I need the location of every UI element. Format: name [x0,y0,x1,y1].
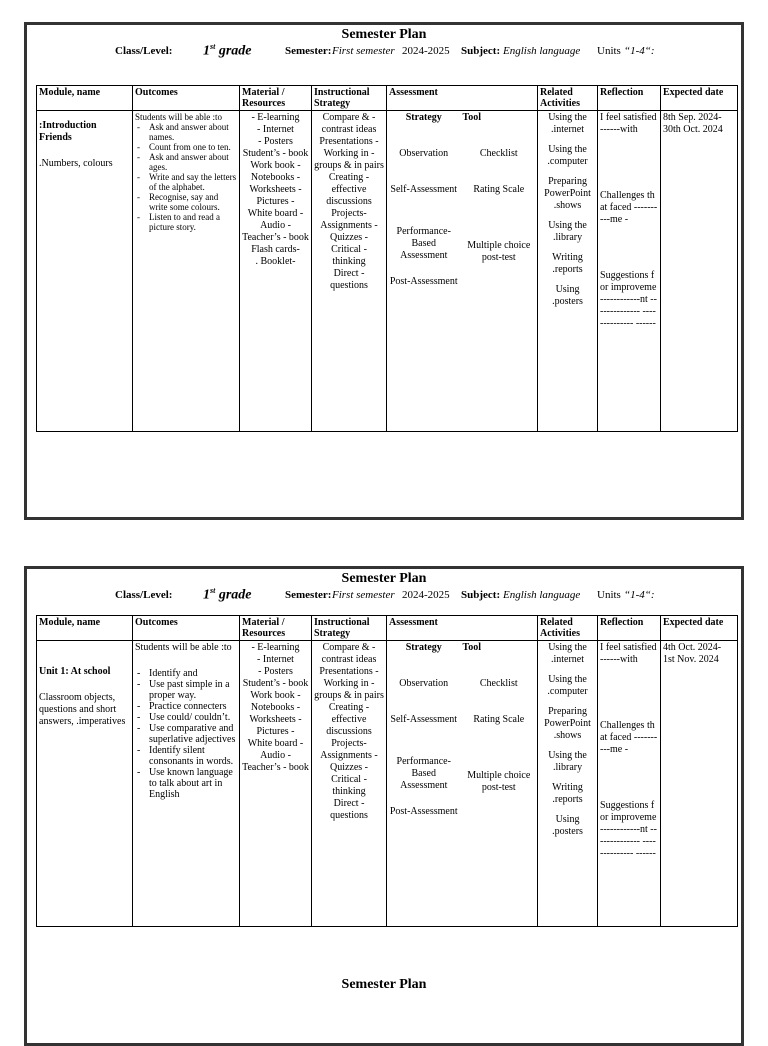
list-item: - Posters [258,666,293,677]
list-item: Assignments - [320,220,378,231]
grade-word: grade [218,587,252,603]
outcomes-intro: Students will be able :to [135,112,222,122]
col-assessment: Assessment [387,616,538,641]
list-item: Observation [399,148,449,159]
col-reflection: Reflection [598,86,661,111]
semester-value: First semester [332,589,395,601]
col-related: Related Activities [538,616,598,641]
page-title: Semester Plan [341,571,427,586]
list-item: Working in - groups & in pairs [314,148,384,171]
list-item: Using the .computer [547,674,588,697]
semester-label: Semester: [285,589,332,601]
date-start: 8th Sep. 2024- [663,112,722,123]
list-item: Multiple choice post-test [467,240,531,263]
outcomes-list [135,122,237,232]
module-subtitle: .Numbers, colours [39,158,113,169]
list-item: - Count from one to ten. [149,142,237,152]
list-item: Checklist [479,148,518,159]
list-item: Projects- [331,208,367,219]
col-instructional: Instructional Strategy [312,616,387,641]
list-item: Worksheets - [249,714,302,725]
list-item: Notebooks - [250,702,301,713]
list-item: Preparing PowerPoint .shows [544,706,591,741]
table-header-row [37,616,738,641]
col-outcomes: Outcomes [133,86,240,111]
list-item: - Identify silent consonants in words. [149,745,237,767]
list-item: Writing .reports [552,782,583,805]
reflection-challenges: Challenges that faced ----------me - [600,190,658,225]
list-item: White board - [247,208,304,219]
list-item: - Write and say the letters of the alphabet. [149,172,237,192]
next-page-title: Semester Plan [341,977,427,992]
instructional-cell [312,111,387,432]
module-cell [37,111,133,432]
strategy-heading: Strategy [405,642,442,653]
col-module: Module, name [37,86,133,111]
col-material: Material / Resources [240,86,312,111]
col-material: Material / Resources [240,616,312,641]
units-value: “1-4“: [624,589,655,601]
list-item: Teacher’s - book [242,762,309,773]
table-row [37,641,738,927]
outcomes-list [135,668,237,800]
date-end: 1st Nov. 2024 [663,654,719,665]
list-item: Projects- [331,738,367,749]
plan-page-2 [24,566,744,1046]
assessment-strategy-cell [387,111,461,432]
tool-heading: Tool [462,112,482,123]
list-item: - Ask and answer about names. [149,122,237,142]
outcomes-cell [133,641,240,927]
list-item: Presentations - [319,666,379,677]
list-item: Notebooks - [250,172,301,183]
assessment-tool-cell [461,111,538,432]
list-item: Critical - thinking [331,774,367,797]
list-item: Worksheets - [249,184,302,195]
list-item: Compare & - contrast ideas [321,642,377,665]
list-item: Post-Assessment [389,806,458,817]
table-row [37,111,738,432]
list-item: Critical - thinking [331,244,367,267]
list-item: - Posters [258,136,293,147]
plan-table [36,85,738,432]
list-item: Using the .computer [547,144,588,167]
grade-word: grade [218,43,252,59]
list-item: - Internet [257,124,294,135]
list-item: Flash cards- [251,244,300,255]
col-reflection: Reflection [598,616,661,641]
grade-number: 1 [203,587,210,603]
units-label: Units [597,45,621,57]
list-item: - Listen to and read a picture story. [149,212,237,232]
expected-date-cell [661,111,738,432]
grade-value [203,586,252,604]
year-value: 2024-2025 [402,45,450,57]
subject-value: English language [503,45,581,57]
list-item: - Use comparative and superlative adjectives [149,723,237,745]
semester-value: First semester [332,45,395,57]
grade-suffix: st [210,42,216,51]
grade-value [203,42,252,60]
reflection-satisfied: I feel satisfied ------with [600,112,657,135]
subject-value: English language [503,589,581,601]
list-item: Quizzes - [329,232,369,243]
list-item: Assignments - [320,750,378,761]
list-item: Quizzes - [329,762,369,773]
date-start: 4th Oct. 2024- [663,642,722,653]
plan-table [36,615,738,927]
list-item: Using the .internet [548,642,587,665]
list-item: Student’s - book [242,148,309,159]
list-item: Using the .library [548,220,587,243]
list-item: Post-Assessment [389,276,458,287]
list-item: Observation [399,678,449,689]
list-item: Creating - effective discussions [326,172,372,207]
module-title: Unit 1: At school [39,666,111,677]
list-item: - Internet [257,654,294,665]
module-subtitle: Classroom objects, questions and short answers, .imperatives [39,692,126,727]
grade-number: 1 [203,43,210,59]
list-item: Direct - questions [330,798,368,821]
list-item: Audio - [260,750,291,761]
class-label: Class/Level: [115,589,173,601]
year-value: 2024-2025 [402,589,450,601]
list-item: Performance-Based Assessment [396,226,451,261]
col-assessment: Assessment [387,86,538,111]
list-item: Presentations - [319,136,379,147]
outcomes-intro: Students will be able :to [135,642,232,653]
outcomes-cell [133,111,240,432]
expected-date-cell [661,641,738,927]
list-item: Work book - [250,690,301,701]
subject-label: Subject: [461,589,501,601]
semester-label: Semester: [285,45,332,57]
list-item: - E-learning [251,642,300,653]
module-title: :Introduction Friends [39,120,97,143]
list-item: Direct - questions [330,268,368,291]
material-cell [240,641,312,927]
reflection-suggestions: Suggestions for improveme ------------nt -------------- -------------- ------ [600,800,657,859]
col-related: Related Activities [538,86,598,111]
col-module: Module, name [37,616,133,641]
strategy-heading: Strategy [405,112,442,123]
assessment-strategy-cell [387,641,461,927]
list-item: White board - [247,738,304,749]
list-item: - Use could/ couldn’t. [149,712,237,723]
list-item: Working in - groups & in pairs [314,678,384,701]
list-item: Self-Assessment [390,184,458,195]
module-cell [37,641,133,927]
reflection-suggestions: Suggestions for improveme ------------nt -------------- -------------- ------ [600,270,657,329]
list-item: - Use known language to talk about art in English [149,767,237,800]
related-cell [538,111,598,432]
list-item: - E-learning [251,112,300,123]
class-label: Class/Level: [115,45,173,57]
col-outcomes: Outcomes [133,616,240,641]
tool-heading: Tool [462,642,482,653]
col-expected: Expected date [661,616,738,641]
list-item: Performance-Based Assessment [396,756,451,791]
subject-label: Subject: [461,45,501,57]
related-cell [538,641,598,927]
reflection-challenges: Challenges that faced ----------me - [600,720,658,755]
list-item: Checklist [479,678,518,689]
list-item: Student’s - book [242,678,309,689]
instructional-cell [312,641,387,927]
list-item: Rating Scale [473,184,525,195]
list-item: - Practice connecters [149,701,237,712]
list-item: Using .posters [552,814,583,837]
page-title: Semester Plan [341,27,427,42]
list-item: Pictures - [256,196,295,207]
grade-suffix: st [210,586,216,595]
date-end: 30th Oct. 2024 [663,124,723,135]
reflection-cell [598,641,661,927]
units-label: Units [597,589,621,601]
list-item: Creating - effective discussions [326,702,372,737]
list-item: - Identify and [149,668,237,679]
list-item: - Ask and answer about ages. [149,152,237,172]
list-item: . Booklet- [255,256,296,267]
list-item: Teacher’s - book [242,232,309,243]
col-instructional: Instructional Strategy [312,86,387,111]
list-item: - Use past simple in a proper way. [149,679,237,701]
reflection-satisfied: I feel satisfied ------with [600,642,657,665]
list-item: Preparing PowerPoint .shows [544,176,591,211]
units-value: “1-4“: [624,45,655,57]
plan-page-1 [24,22,744,520]
material-cell [240,111,312,432]
list-item: Compare & - contrast ideas [321,112,377,135]
list-item: Self-Assessment [390,714,458,725]
list-item: Rating Scale [473,714,525,725]
list-item: Writing .reports [552,252,583,275]
list-item: Multiple choice post-test [467,770,531,793]
list-item: Using the .library [548,750,587,773]
assessment-tool-cell [461,641,538,927]
list-item: Using the .internet [548,112,587,135]
list-item: Pictures - [256,726,295,737]
list-item: Using .posters [552,284,583,307]
list-item: Audio - [260,220,291,231]
list-item: Work book - [250,160,301,171]
table-header-row [37,86,738,111]
list-item: - Recognise, say and write some colours. [149,192,237,212]
reflection-cell [598,111,661,432]
col-expected: Expected date [661,86,738,111]
